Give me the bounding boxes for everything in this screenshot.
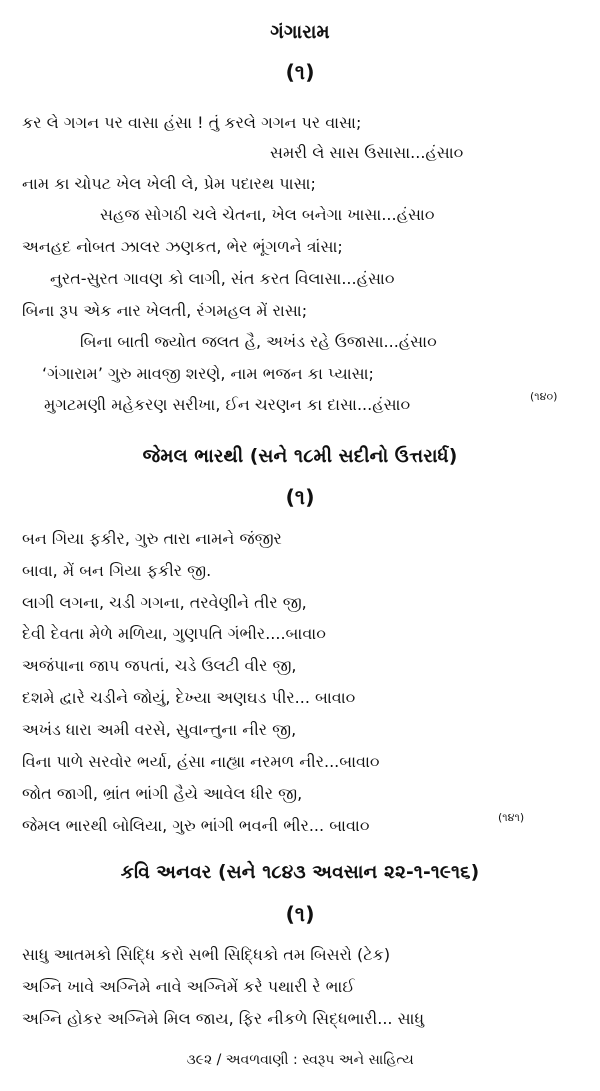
verse-line: અખંડ ધારા અમી વરસે, સુવાન્તુના નીર જી, [22, 720, 297, 739]
section3-number: (૧) [285, 902, 315, 926]
verse-line: મુગટમણી મહેકરણ સરીખા, ઈન ચરણન કા દાસા...હંસા૦ [44, 395, 411, 414]
verse-line: કર લે ગગન પર વાસા હંસા ! તું કરલે ગગન પર વાસા; [22, 113, 362, 132]
section1-number: (૧) [285, 60, 315, 84]
verse-line: સમરી લે સાસ ઉસાસા...હંસા૦ [270, 143, 464, 162]
verse-line: બિના બાતી જ્યોત જલત હૈ, અખંડ રહે ઉજાસા...હંસા૦ [80, 332, 437, 351]
verse-line: બન ગિયા ફકીર, ગુરુ તારા નામને જંજીર [22, 529, 282, 548]
section1-title: ગંગારામ [270, 22, 330, 43]
verse-line: વિના પાળે સરવોર ભર્યા, હંસા નાહ્યા નરમળ નીર...બાવા૦ [22, 752, 380, 771]
section2-title: જેમલ ભારથી (સને ૧૮મી સદીનો ઉત્તરાર્ધ) [142, 446, 458, 467]
verse-line: સાધુ આતમકો સિદ્ધિ કરો સભી સિદ્ધિકો તમ બિસરો (ટેક) [22, 945, 391, 964]
verse-line: દશમે દ્વારે ચડીને જોયું, દેખ્યા અણઘડ પીર... બાવા૦ [22, 688, 356, 707]
page-footer: ૩૯૨ / અવળવાણી : સ્વરૂપ અને સાહિત્ય [186, 1052, 414, 1068]
verse-line: નુરત-સુરત ગાવણ કો લાગી, સંત કરત વિલાસા...હંસા૦ [50, 269, 395, 288]
verse-line: સહજ સોગઠી ચલે ચેતના, ખેલ બનેગા ખાસા...હંસા૦ [100, 205, 435, 224]
footnote-marker: (૧૪૧) [498, 811, 525, 824]
section2-number: (૧) [285, 485, 315, 509]
verse-line: અગ્નિ હોકર અગ્નિમે મિલ જાય, ફિર નીકળે સિદ્ધભારી... સાધુ [22, 1009, 425, 1028]
verse-line: ‘ગંગારામ’ ગુરુ માવજી શરણે, નામ ભજન કા પ્યાસા; [42, 364, 374, 383]
verse-line: અગ્નિ ખાવે અગ્નિમે નાવે અગ્નિમેં કરે પથારી રે ભાઈ [22, 977, 355, 996]
verse-line: લાગી લગના, ચડી ગગના, તરવેણીને તીર જી, [22, 593, 307, 612]
section3-title: કવિ અનવર (સને ૧૮૪૩ અવસાન ૨૨-૧-૧૯૧૬) [120, 862, 480, 883]
verse-line: દેવી દેવતા મેળે મળિયા, ગુણપતિ ગંભીર....બાવા૦ [22, 624, 326, 643]
verse-line: જોત જાગી, ભ્રાંત ભાંગી હૈયે આવેલ ધીર જી, [22, 784, 303, 803]
verse-line: અનહદ નોબત ઝાલર ઝણકત, ભેર ભૂંગળને ત્રાંસા; [22, 237, 343, 256]
footnote-marker: (૧૪૦) [530, 390, 558, 403]
verse-line: નામ કા ચોપટ ખેલ ખેલી લે, પ્રેમ પદારથ પાસા; [22, 174, 316, 193]
verse-line: અજંપાના જાપ જપતાં, ચડે ઉલટી વીર જી, [22, 656, 297, 675]
verse-line: બાવા, મેં બન ગિયા ફકીર જી. [22, 561, 212, 580]
verse-line: જેમલ ભારથી બોલિયા, ગુરુ ભાંગી ભવની ભીર... બાવા૦ [22, 816, 370, 835]
verse-line: બિના રૂપ એક નાર ખેલતી, રંગમહલ મેં રાસા; [22, 301, 308, 320]
